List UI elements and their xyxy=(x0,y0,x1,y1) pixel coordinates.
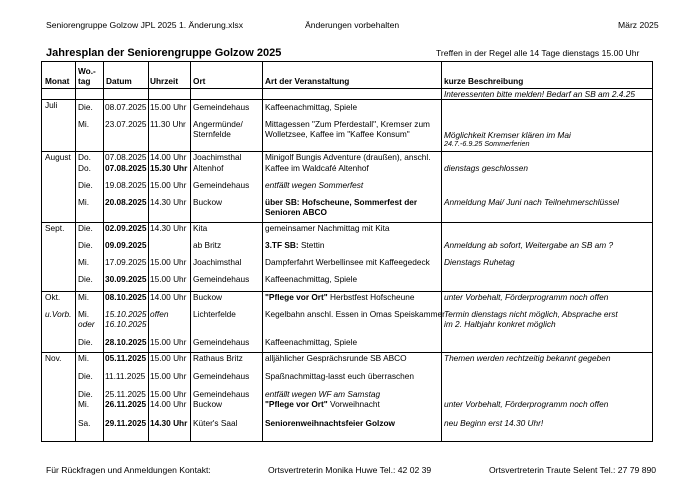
weekday: Mi. xyxy=(78,257,90,267)
weekday: Die. xyxy=(78,102,93,112)
month-nov: Nov. xyxy=(45,353,62,363)
page-title: Jahresplan der Seniorengruppe Golzow 2025 xyxy=(46,47,282,59)
col-header-ort: Ort xyxy=(193,76,206,86)
date-line-2: 16.10.2025 xyxy=(105,319,147,329)
date: 07.08.2025 xyxy=(105,163,147,173)
date: 08.10.2025 xyxy=(105,292,147,302)
weekday: Die. xyxy=(78,274,93,284)
time: 14.30 Uhr xyxy=(150,418,188,428)
event: Kegelbahn anschl. Essen in Omas Speiskammer xyxy=(265,309,445,319)
weekday: Die. xyxy=(78,371,93,381)
event: Kaffeenachmittag, Spiele xyxy=(265,337,358,347)
col-header-beschreibung: kurze Beschreibung xyxy=(444,76,524,86)
weekday: Mi. xyxy=(78,119,90,129)
intro-note: Interessenten bitte melden! Bedarf an SB am 2.4.25 xyxy=(444,89,635,99)
event-line-2: Wolletzsee, Kaffee im "Kaffee Konsum" xyxy=(265,129,410,139)
event: Kaffee im Waldcafé Altenhof xyxy=(265,163,369,173)
time: offen xyxy=(150,309,169,319)
date: 15.10.2025 xyxy=(105,309,147,319)
location: Gemeindehaus xyxy=(193,337,250,347)
location: Gemeindehaus xyxy=(193,274,250,284)
event: Minigolf Bungis Adventure (draußen), anschl. xyxy=(265,152,431,162)
location: Joachimsthal xyxy=(193,152,242,162)
event: Kaffeenachmittag, Spiele xyxy=(265,274,358,284)
event xyxy=(265,399,380,410)
description: Termin dienstags nicht möglich, Absprache erst xyxy=(444,309,618,319)
date: 08.07.2025 xyxy=(105,102,147,112)
footer-contact-label: Für Rückfragen und Anmeldungen Kontakt: xyxy=(46,465,211,475)
weekday: Die. xyxy=(78,223,93,233)
location: Lichterfelde xyxy=(193,309,236,319)
event: Kaffeenachmittag, Spiele xyxy=(265,102,358,112)
time: 14.00 Uhr xyxy=(150,292,187,302)
date: 28.10.2025 xyxy=(105,337,147,347)
location: Gemeindehaus xyxy=(193,371,250,381)
weekday: Die. xyxy=(78,389,93,399)
event-highlight: "Pflege vor Ort" xyxy=(265,292,328,302)
meeting-note: Treffen in der Regel alle 14 Tage dienstags 15.00 Uhr xyxy=(436,48,640,58)
date: 19.08.2025 xyxy=(105,180,147,190)
event: Dampferfahrt Werbellinsee mit Kaffeegedeck xyxy=(265,257,430,267)
description: Dienstags Ruhetag xyxy=(444,257,515,267)
event-line-2: Senioren ABCO xyxy=(265,207,327,217)
weekday: Die. xyxy=(78,180,93,190)
month-okt: Okt. xyxy=(45,292,61,302)
event: Mittagessen "Zum Pferdestall", Kremser zum xyxy=(265,119,430,129)
description: neu Beginn erst 14.30 Uhr! xyxy=(444,418,544,428)
time: 15.00 Uhr xyxy=(150,371,187,381)
event-highlight: 3.TF SB: xyxy=(265,240,299,250)
time: 14.00 Uhr xyxy=(150,399,187,409)
weekday-line-2: oder xyxy=(78,319,95,329)
date: 30.09.2025 xyxy=(105,274,147,284)
col-header-uhrzeit: Uhrzeit xyxy=(150,76,179,86)
weekday: Do. xyxy=(78,163,91,173)
location: Joachimsthal xyxy=(193,257,242,267)
weekday: Mi. xyxy=(78,309,90,319)
col-header-wotag-1: Wo.- xyxy=(78,66,96,76)
description: Anmeldung ab sofort, Weitergabe an SB am ? xyxy=(444,240,614,250)
location: Gemeindehaus xyxy=(193,389,250,399)
weekday: Die. xyxy=(78,240,93,250)
event: über SB: Hofscheune, Sommerfest der xyxy=(265,197,418,207)
col-header-art: Art der Veranstaltung xyxy=(265,76,350,86)
date: 09.09.2025 xyxy=(105,240,147,250)
time: 15.00 Uhr xyxy=(150,337,187,347)
date: 17.09.2025 xyxy=(105,257,147,267)
event-rest: Stettin xyxy=(298,240,325,250)
event: alljählicher Gesprächsrunde SB ABCO xyxy=(265,353,407,363)
location: Altenhof xyxy=(193,163,224,173)
event: gemeinsamer Nachmittag mit Kita xyxy=(265,223,390,233)
location: Gemeindehaus xyxy=(193,180,250,190)
schedule-table xyxy=(41,61,653,442)
event-highlight: "Pflege vor Ort" xyxy=(265,399,328,409)
document-date: März 2025 xyxy=(618,20,659,30)
description: unter Vorbehalt, Förderprogramm noch offen xyxy=(444,292,609,302)
weekday: Mi. xyxy=(78,197,90,207)
location-line-2: Sternfelde xyxy=(193,129,231,139)
location: Buckow xyxy=(193,197,223,207)
location: Buckow xyxy=(193,399,223,409)
location: Gemeindehaus xyxy=(193,102,250,112)
event-rest: Vorweihnacht xyxy=(327,399,380,409)
event: Seniorenweihnachtsfeier Golzow xyxy=(265,418,396,428)
weekday: Die. xyxy=(78,337,93,347)
event: entfällt wegen WF am Samstag xyxy=(265,389,381,399)
time: 14.30 Uhr xyxy=(150,197,187,207)
date: 05.11.2025 xyxy=(105,353,147,363)
description: Themen werden rechtzeitig bekannt gegeben xyxy=(444,353,611,363)
date: 07.08.2025 xyxy=(105,152,147,162)
month-juli: Juli xyxy=(45,100,58,110)
month-august: August xyxy=(45,152,71,162)
time: 14.30 Uhr xyxy=(150,223,187,233)
location: ab Britz xyxy=(193,240,222,250)
location: Buckow xyxy=(193,292,223,302)
time: 15.00 Uhr xyxy=(150,274,187,284)
event: entfällt wegen Sommerfest xyxy=(265,180,364,190)
description-line-2: 24.7.-6.9.25 Sommerferien xyxy=(444,139,530,148)
description: Möglichkeit Kremser klären im Mai xyxy=(444,130,571,140)
weekday: Mi. xyxy=(78,353,90,363)
event xyxy=(265,240,324,251)
footer-contact-selent: Ortsvertreterin Traute Selent Tel.: 27 79 890 xyxy=(489,465,657,475)
weekday: Sa. xyxy=(78,418,91,428)
date: 20.08.2025 xyxy=(105,197,147,207)
change-notice: Änderungen vorbehalten xyxy=(305,20,400,30)
weekday: Mi. xyxy=(78,399,90,409)
col-header-wotag-2: tag xyxy=(78,76,91,86)
footer-contact-huwe: Ortsvertreterin Monika Huwe Tel.: 42 02 39 xyxy=(268,465,432,475)
time: 14.00 Uhr xyxy=(150,152,187,162)
description: unter Vorbehalt, Förderprogramm noch offen xyxy=(444,399,609,409)
date: 25.11.2025 xyxy=(105,389,146,399)
time: 15.00 Uhr xyxy=(150,180,187,190)
date: 29.11.2025 xyxy=(105,418,147,428)
description: Anmeldung Mai/ Juni nach Teilnehmerschlüssel xyxy=(444,197,619,207)
event-rest: Herbstfest Hofscheune xyxy=(327,292,415,302)
event xyxy=(265,292,414,303)
time: 15.00 Uhr xyxy=(150,102,187,112)
col-header-monat: Monat xyxy=(45,76,70,86)
date: 11.11.2025 xyxy=(105,371,146,381)
time: 15.00 Uhr xyxy=(150,389,187,399)
location: Küter's Saal xyxy=(193,418,238,428)
date: 02.09.2025 xyxy=(105,223,147,233)
time: 11.30 Uhr xyxy=(150,119,186,129)
date: 26.11.2025 xyxy=(105,399,147,409)
location: Rathaus Britz xyxy=(193,353,243,363)
date: 23.07.2025 xyxy=(105,119,147,129)
location: Angermünde/ xyxy=(193,119,243,129)
time: 15.00 Uhr xyxy=(150,257,187,267)
month-sept: Sept. xyxy=(45,223,65,233)
location: Kita xyxy=(193,223,208,233)
weekday: Mi. xyxy=(78,292,90,302)
weekday: Do. xyxy=(78,152,91,162)
event: Spaßnachmittag-lasst euch überraschen xyxy=(265,371,414,381)
description: dienstags geschlossen xyxy=(444,163,528,173)
time: 15.30 Uhr xyxy=(150,163,188,173)
description-line-2: im 2. Halbjahr konkret möglich xyxy=(444,319,556,329)
col-header-datum: Datum xyxy=(106,76,132,86)
time: 15.00 Uhr xyxy=(150,353,187,363)
file-name: Seniorengruppe Golzow JPL 2025 1. Änderung.xlsx xyxy=(46,20,243,30)
month-okt-note: u.Vorb. xyxy=(45,309,72,319)
